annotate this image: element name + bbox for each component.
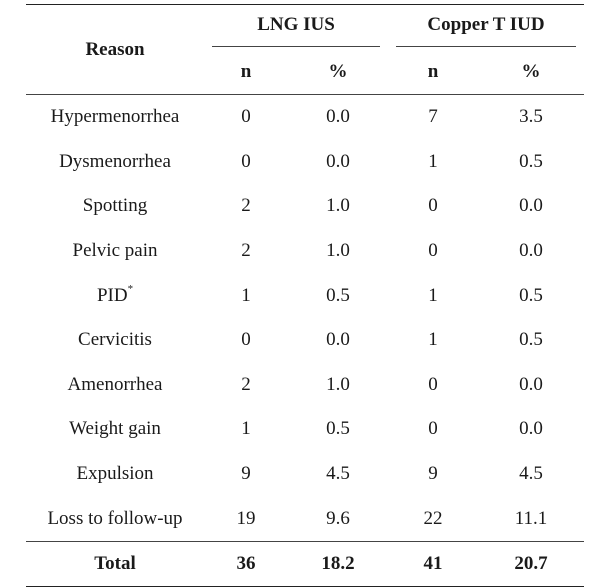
cell-n-copper: 0	[428, 240, 438, 262]
header-group-copper-t-iud	[388, 5, 584, 51]
footnote-marker: *	[127, 282, 134, 295]
cell-reason: Hypermenorrhea	[50, 106, 180, 128]
cell-pct-copper: 0.5	[519, 329, 543, 351]
cell-n-copper: 9	[428, 463, 438, 485]
table-row	[26, 229, 584, 274]
cell-pct-lng: 1.0	[326, 373, 350, 395]
header-n-lng: n	[240, 61, 252, 82]
table-body	[26, 95, 584, 587]
cell-pct-copper: 0.0	[519, 240, 543, 262]
header-pct-lng: %	[328, 61, 348, 82]
cell-pct-lng: 4.5	[326, 463, 350, 485]
cell-pct-lng: 0.0	[326, 329, 350, 351]
cell-n-lng: 1	[241, 418, 251, 440]
cell-reason	[26, 273, 204, 318]
table-row	[26, 452, 584, 497]
cell-n-lng: 2	[241, 195, 251, 217]
header-reason: Reason	[26, 5, 204, 95]
cell-n-copper: 0	[428, 418, 438, 440]
cell-n-lng: 0	[241, 106, 251, 128]
cell-n-lng: 9	[241, 463, 251, 485]
cell-n-copper: 1	[428, 329, 438, 351]
cell-reason: Loss to follow-up	[47, 507, 183, 529]
table-header	[26, 5, 584, 95]
table-row	[26, 140, 584, 185]
cell-n-lng: 2	[241, 240, 251, 262]
cell-pct-copper: 3.5	[519, 106, 543, 128]
cell-n-copper: 0	[428, 195, 438, 217]
table-row	[26, 184, 584, 229]
header-group-copper-t-iud-label: Copper T IUD	[396, 8, 576, 47]
reasons-table-container	[26, 4, 584, 586]
header-group-lng-ius	[204, 5, 388, 51]
cell-n-lng: 1	[241, 284, 251, 306]
cell-pct-copper: 0.0	[519, 418, 543, 440]
table-row	[26, 273, 584, 318]
cell-n-lng: 2	[241, 373, 251, 395]
cell-reason: Amenorrhea	[67, 373, 163, 395]
total-n-copper: 41	[423, 552, 443, 574]
cell-pct-lng: 9.6	[326, 507, 350, 529]
cell-reason: Weight gain	[69, 418, 161, 440]
cell-pct-copper: 0.5	[519, 150, 543, 172]
cell-pct-lng: 0.0	[326, 106, 350, 128]
cell-n-lng: 0	[241, 329, 251, 351]
table-row	[26, 407, 584, 452]
total-pct-copper: 20.7	[514, 552, 548, 574]
cell-pct-copper: 0.0	[519, 373, 543, 395]
cell-reason-text: PID	[96, 284, 128, 306]
cell-pct-copper: 4.5	[519, 463, 543, 485]
cell-pct-copper: 0.5	[519, 284, 543, 306]
total-pct-lng: 18.2	[321, 552, 355, 574]
header-pct-copper: %	[521, 61, 541, 82]
table-row	[26, 363, 584, 408]
cell-pct-copper: 11.1	[514, 507, 548, 529]
cell-n-copper: 22	[423, 507, 443, 529]
total-n-lng: 36	[236, 552, 256, 574]
table-row	[26, 95, 584, 140]
cell-pct-copper: 0.0	[519, 195, 543, 217]
table-row	[26, 496, 584, 541]
cell-n-copper: 0	[428, 373, 438, 395]
cell-reason: Expulsion	[76, 463, 154, 485]
header-n-copper: n	[427, 61, 439, 82]
cell-pct-lng: 0.5	[326, 418, 350, 440]
reasons-table	[26, 4, 584, 587]
cell-pct-lng: 0.5	[326, 284, 350, 306]
cell-pct-lng: 1.0	[326, 240, 350, 262]
cell-reason: Dysmenorrhea	[59, 150, 171, 172]
table-row	[26, 318, 584, 363]
total-label: Total	[94, 552, 136, 574]
total-row	[26, 541, 584, 586]
cell-pct-lng: 0.0	[326, 150, 350, 172]
cell-pct-lng: 1.0	[326, 195, 350, 217]
cell-reason: Spotting	[82, 195, 148, 217]
cell-reason: Cervicitis	[78, 329, 152, 351]
cell-n-lng: 0	[241, 150, 251, 172]
cell-n-copper: 7	[428, 106, 438, 128]
cell-reason: Pelvic pain	[72, 240, 158, 262]
cell-n-copper: 1	[428, 284, 438, 306]
cell-n-lng: 19	[236, 507, 256, 529]
cell-n-copper: 1	[428, 150, 438, 172]
header-group-lng-ius-label: LNG IUS	[212, 8, 380, 47]
